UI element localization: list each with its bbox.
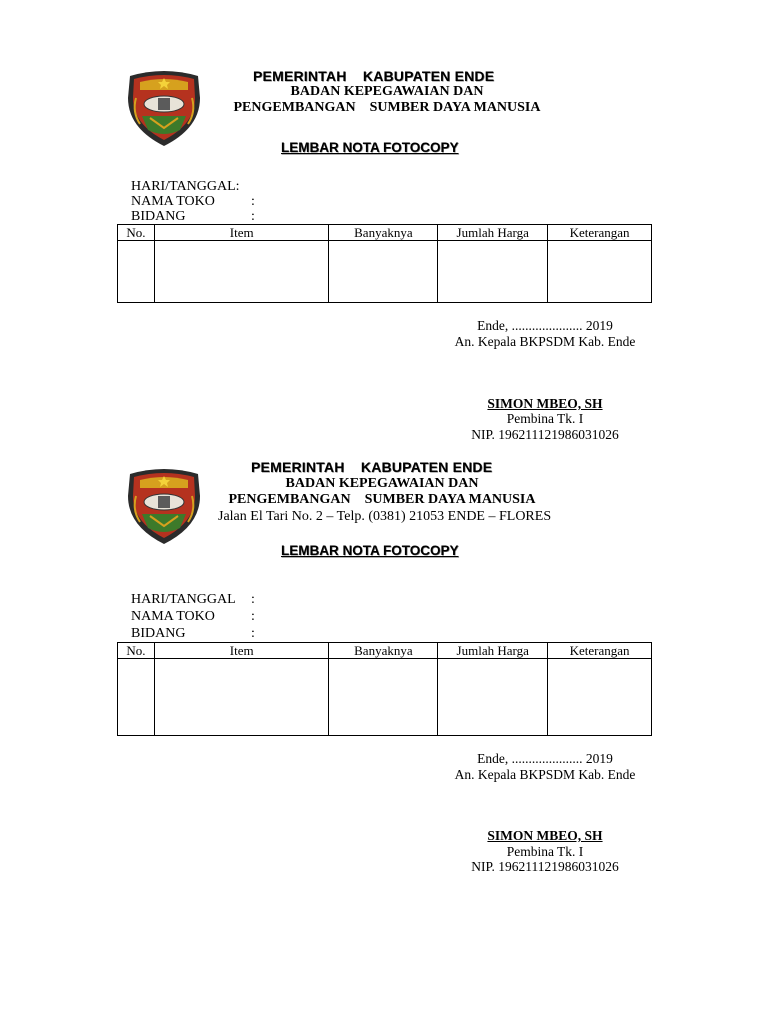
form-title: LEMBAR NOTA FOTOCOPY [281, 140, 459, 155]
field-label: BIDANG [131, 625, 186, 641]
table-cell[interactable] [118, 659, 155, 736]
column-header-jumlah-harga: Jumlah Harga [438, 225, 548, 241]
column-header-no: No. [118, 643, 155, 659]
field-separator: : [251, 208, 255, 224]
table-row [118, 659, 652, 736]
table-cell[interactable] [438, 241, 548, 303]
signature-on-behalf: An. Kepala BKPSDM Kab. Ende [454, 767, 636, 782]
table-cell[interactable] [438, 659, 548, 736]
field-label: HARI/TANGGAL [131, 591, 236, 607]
column-header-item: Item [154, 225, 329, 241]
table-row [118, 241, 652, 303]
signature-rank: Pembina Tk. I [506, 844, 584, 859]
column-header-keterangan: Keterangan [548, 643, 652, 659]
column-header-keterangan: Keterangan [548, 225, 652, 241]
field-separator: : [251, 608, 255, 624]
table-cell[interactable] [329, 659, 438, 736]
signature-on-behalf: An. Kepala BKPSDM Kab. Ende [454, 334, 636, 349]
table-cell[interactable] [548, 241, 652, 303]
header-agency-line2: PENGEMBANGAN SUMBER DAYA MANUSIA [233, 100, 541, 115]
signature-name: SIMON MBEO, SH [487, 828, 603, 843]
nota-table [117, 224, 652, 303]
column-header-item: Item [154, 643, 329, 659]
field-label: HARI/TANGGAL [131, 178, 236, 194]
field-separator: : [251, 193, 255, 209]
column-header-banyaknya: Banyaknya [329, 225, 438, 241]
table-cell[interactable] [154, 241, 329, 303]
table-cell[interactable] [118, 241, 155, 303]
signature-nip: NIP. 196211121986031026 [471, 427, 619, 442]
signature-rank: Pembina Tk. I [506, 411, 584, 426]
signature-nip: NIP. 196211121986031026 [471, 859, 619, 874]
header-government: PEMERINTAH KABUPATEN ENDE [253, 68, 495, 84]
field-label: NAMA TOKO [131, 608, 215, 624]
header-address: Jalan El Tari No. 2 – Telp. (0381) 21053 ENDE – FLORES [218, 509, 552, 524]
signature-place-date: Ende, ..................... 2019 [477, 751, 613, 766]
column-header-jumlah-harga: Jumlah Harga [438, 643, 548, 659]
header-agency-line1: BADAN KEPEGAWAIAN DAN [290, 84, 484, 99]
header-government: PEMERINTAH KABUPATEN ENDE [251, 459, 493, 475]
table-header-row [118, 643, 652, 659]
table-cell[interactable] [548, 659, 652, 736]
column-header-banyaknya: Banyaknya [329, 643, 438, 659]
field-separator: : [251, 591, 255, 607]
header-agency-line2: PENGEMBANGAN SUMBER DAYA MANUSIA [228, 492, 536, 507]
table-cell[interactable] [154, 659, 329, 736]
form-title: LEMBAR NOTA FOTOCOPY [281, 543, 459, 558]
column-header-no: No. [118, 225, 155, 241]
signature-place-date: Ende, ..................... 2019 [477, 318, 613, 333]
regency-emblem-logo [120, 68, 208, 148]
field-label: BIDANG [131, 208, 186, 224]
nota-table [117, 642, 652, 736]
header-agency-line1: BADAN KEPEGAWAIAN DAN [285, 476, 479, 491]
table-cell[interactable] [329, 241, 438, 303]
field-label: NAMA TOKO [131, 193, 215, 209]
field-separator: : [235, 178, 240, 194]
signature-name: SIMON MBEO, SH [487, 396, 603, 411]
field-separator: : [251, 625, 255, 641]
regency-emblem-logo [120, 466, 208, 546]
table-header-row [118, 225, 652, 241]
